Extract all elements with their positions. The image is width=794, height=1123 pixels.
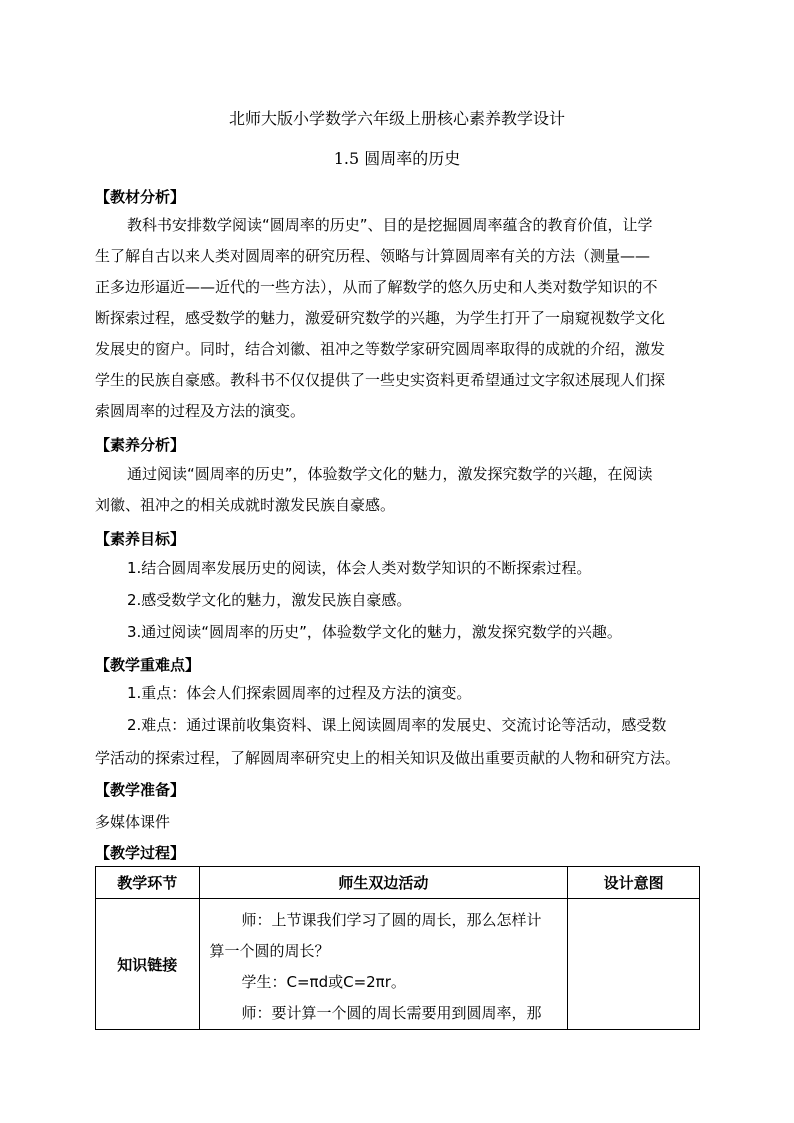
activity-line: 师：要计算一个圆的周长需要用到圆周率，那 [241,1004,542,1022]
goal-item: 2.感受数学文化的魅力，激发民族自豪感。 [127,591,412,609]
activity-cell [199,899,568,1030]
paragraph-line: 通过阅读“圆周率的历史”，体验数学文化的魅力，激发探究数学的兴趣，在阅读 [127,465,653,483]
teaching-process-table [95,866,700,1030]
table-header-row [96,867,700,899]
difficult-point-item: 2.难点：通过课前收集资料、课上阅读圆周率的发展史、交流讨论等活动，感受数 [127,716,667,734]
goal-item: 3.通过阅读“圆周率的历史”，体验数学文化的魅力，激发探究数学的兴趣。 [127,623,622,641]
activity-line: 学生：C=πd或C=2πr。 [241,973,406,991]
header-activities: 师生双边活动 [199,867,568,899]
teaching-prep-heading: 【教学准备】 [95,781,186,799]
paragraph-line: 教科书安排数学阅读“圆周率的历史”、目的是挖掘圆周率蕴含的教育价值，让学 [127,216,653,234]
lesson-title: 1.5 圆周率的历史 [333,149,461,168]
activity-line: 师：上节课我们学习了圆的周长，那么怎样计 [241,911,542,929]
intent-cell [568,899,700,1030]
teaching-process-heading: 【教学过程】 [95,844,186,862]
header-intent: 设计意图 [568,867,700,899]
paragraph-line: 刘徽、祖冲之的相关成就时激发民族自豪感。 [95,496,396,514]
paragraph-line: 生了解自古以来人类对圆周率的研究历程、领略与计算圆周率有关的方法（测量—— [95,247,651,265]
literacy-goals-heading: 【素养目标】 [95,530,186,548]
goal-item: 1.结合圆周率发展历史的阅读，体会人类对数学知识的不断探索过程。 [127,559,592,577]
key-points-heading: 【教学重难点】 [95,656,201,674]
textbook-analysis-paragraph [95,210,705,427]
paragraph-line: 索圆周率的过程及方法的演变。 [95,402,306,420]
literacy-analysis-heading: 【素养分析】 [95,436,186,454]
paragraph-line: 正多边形逼近——近代的一些方法），从而了解数学的悠久历史和人类对数学知识的不 [95,278,658,296]
paragraph-line: 发展史的窗户。同时，结合刘徽、祖冲之等数学家研究圆周率取得的成就的介绍，激发 [95,340,666,358]
paragraph-line: 学生的民族自豪感。教科书不仅仅提供了一些史实资料更希望通过文字叙述展现人们探 [95,371,666,389]
difficult-point-continued: 学活动的探索过程，了解圆周率研究史上的相关知识及做出重要贡献的人物和研究方法。 [95,749,681,767]
key-point-item: 1.重点：体会人们探索圆周率的过程及方法的演变。 [127,684,472,702]
header-stage: 教学环节 [96,867,200,899]
activity-line: 算一个圆的周长？ [209,942,330,960]
textbook-analysis-heading: 【教材分析】 [95,188,186,206]
literacy-analysis-paragraph [95,459,705,521]
table-row [96,899,700,1030]
stage-cell: 知识链接 [96,899,200,1030]
paragraph-line: 断探索过程，感受数学的魅力，激爱研究数学的兴趣，为学生打开了一扇窥视数学文化 [95,309,666,327]
teaching-prep-text: 多媒体课件 [95,813,171,831]
document-title: 北师大版小学数学六年级上册核心素养教学设计 [228,109,565,128]
